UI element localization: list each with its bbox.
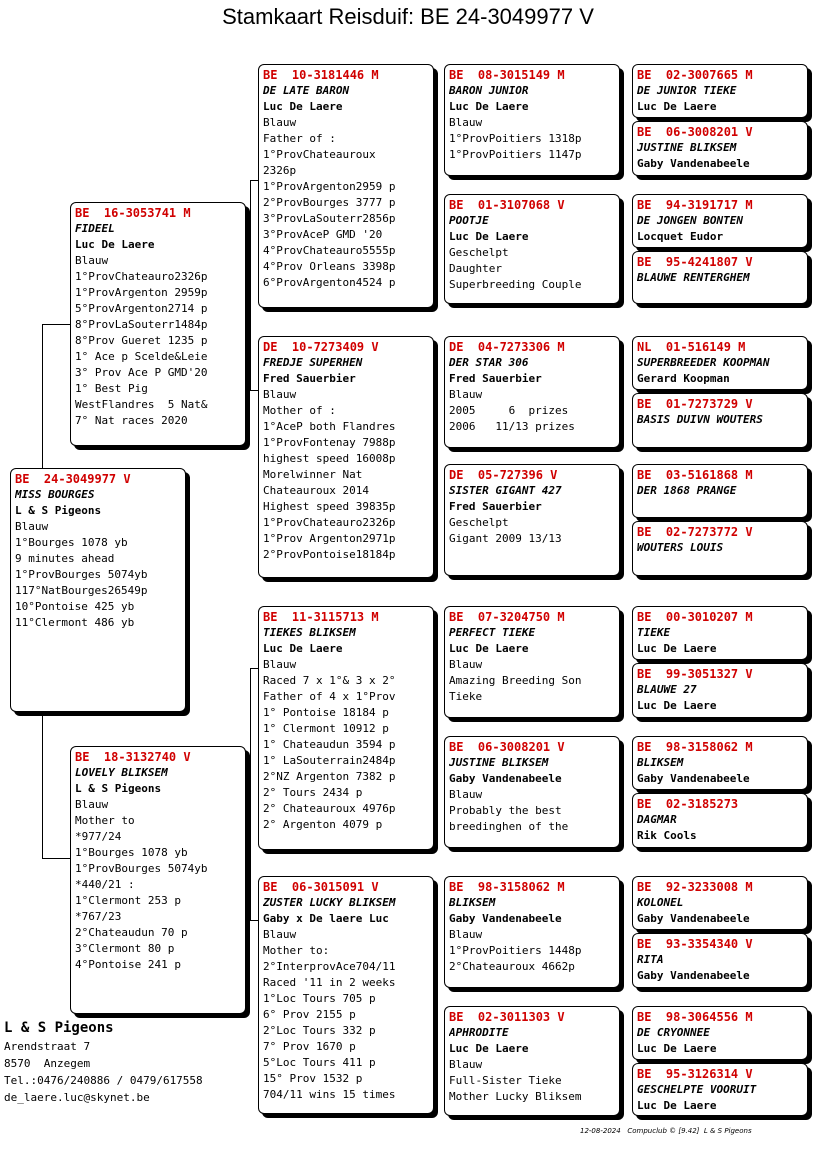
ring-number: BE 03-5161868 M	[637, 468, 753, 482]
pigeon-name: BLAUWE 27	[637, 683, 697, 696]
pigeon-card[interactable]	[258, 336, 434, 578]
pigeon-info: Probably the best	[449, 804, 562, 817]
pigeon-info: 5°ProvArgenton2714 p	[75, 302, 208, 315]
pigeon-info: Blauw	[449, 1058, 483, 1071]
pigeon-owner: Gaby Vandenabeele	[637, 912, 750, 925]
pigeon-info: Geschelpt	[449, 246, 509, 259]
connector	[42, 858, 70, 859]
pigeon-owner: Luc De Laere	[449, 230, 529, 243]
ring-number: BE 06-3015091 V	[263, 880, 379, 894]
pigeon-name: SUPERBREEDER KOOPMAN	[637, 356, 770, 369]
pigeon-info: Blauw	[263, 658, 297, 671]
pigeon-card[interactable]	[70, 202, 246, 446]
pigeon-info: 7° Prov 1670 p	[263, 1040, 356, 1053]
ring-number: BE 98-3158062 M	[637, 740, 753, 754]
pigeon-name: DE CRYONNEE	[637, 1026, 710, 1039]
ring-number: BE 24-3049977 V	[15, 472, 131, 486]
pigeon-name: DE JUNIOR TIEKE	[637, 84, 737, 97]
pigeon-info: Blauw	[263, 116, 297, 129]
pigeon-info: 2006 11/13 prizes	[449, 420, 575, 433]
pigeon-info: Blauw	[263, 388, 297, 401]
pigeon-info: 8°Prov Gueret 1235 p	[75, 334, 208, 347]
pigeon-info: 1°ProvChateauroux	[263, 148, 376, 161]
pigeon-card[interactable]	[10, 468, 186, 712]
ring-number: BE 95-4241807 V	[637, 255, 753, 269]
connector	[250, 180, 258, 181]
pigeon-info: Daughter	[449, 262, 502, 275]
pigeon-info: *767/23	[75, 910, 122, 923]
pigeon-info: 1°AceP both Flandres	[263, 420, 396, 433]
ring-number: BE 02-3007665 M	[637, 68, 753, 82]
pigeon-info: 2°InterprovAce704/11	[263, 960, 396, 973]
pigeon-owner: Luc De Laere	[637, 100, 717, 113]
pigeon-info: 1°Bourges 1078 yb	[15, 536, 128, 549]
pigeon-name: JUSTINE BLIKSEM	[637, 141, 737, 154]
pigeon-name: WOUTERS LOUIS	[637, 541, 724, 554]
pigeon-info: Mother Lucky Bliksem	[449, 1090, 582, 1103]
pigeon-card[interactable]	[258, 64, 434, 308]
ring-number: BE 92-3233008 M	[637, 880, 753, 894]
pigeon-owner: Luc De Laere	[75, 238, 155, 251]
pigeon-card[interactable]	[632, 121, 808, 176]
ring-number: BE 11-3115713 M	[263, 610, 379, 624]
pigeon-name: DE LATE BARON	[263, 84, 350, 97]
pigeon-info: Blauw	[449, 928, 483, 941]
pigeon-owner: L & S Pigeons	[15, 504, 102, 517]
ring-number: BE 06-3008201 V	[637, 125, 753, 139]
pigeon-card[interactable]	[632, 876, 808, 930]
pigeon-info: 4°Pontoise 241 p	[75, 958, 181, 971]
pigeon-info: 704/11 wins 15 times	[263, 1088, 396, 1101]
ring-number: BE 07-3204750 M	[449, 610, 565, 624]
pigeon-card[interactable]	[444, 1006, 620, 1116]
connector	[42, 712, 43, 858]
pigeon-info: Amazing Breeding Son	[449, 674, 582, 687]
pigeon-owner: L & S Pigeons	[75, 782, 162, 795]
ring-number: BE 10-3181446 M	[263, 68, 379, 82]
connector	[250, 668, 258, 669]
pigeon-info: Blauw	[449, 388, 483, 401]
connector	[250, 668, 251, 920]
pigeon-info: WestFlandres 5 Nat&	[75, 398, 208, 411]
pigeon-owner: Fred Sauerbier	[449, 372, 542, 385]
page-title: Stamkaart Reisduif: BE 24-3049977 V	[222, 4, 594, 29]
connector	[250, 390, 258, 391]
pigeon-info: 1° Best Pig	[75, 382, 148, 395]
ring-number: BE 01-3107068 V	[449, 198, 565, 212]
pigeon-info: Tieke	[449, 690, 483, 703]
pigeon-owner: Luc De Laere	[263, 100, 343, 113]
ring-number: BE 18-3132740 V	[75, 750, 191, 764]
pigeon-info: 2° Chateauroux 4976p	[263, 802, 396, 815]
pigeon-info: 2°NZ Argenton 7382 p	[263, 770, 396, 783]
pigeon-name: BARON JUNIOR	[449, 84, 529, 97]
pigeon-name: GESCHELPTE VOORUIT	[637, 1083, 757, 1096]
owner-contact	[4, 1018, 203, 1106]
pigeon-info: Mother of :	[263, 404, 336, 417]
pigeon-name: SISTER GIGANT 427	[449, 484, 562, 497]
pigeon-name: DAGMAR	[637, 813, 677, 826]
pigeon-info: *440/21 :	[75, 878, 135, 891]
pigeon-card[interactable]	[632, 464, 808, 518]
pigeon-info: Gigant 2009 13/13	[449, 532, 562, 545]
pigeon-card[interactable]	[632, 736, 808, 790]
pigeon-info: Chateauroux 2014	[263, 484, 369, 497]
pigeon-name: BLAUWE RENTERGHEM	[637, 271, 750, 284]
pigeon-info: 8°ProvLaSouterr1484p	[75, 318, 208, 331]
pigeon-info: 9 minutes ahead	[15, 552, 115, 565]
pigeon-card[interactable]	[632, 393, 808, 448]
pigeon-name: BLIKSEM	[637, 756, 684, 769]
pigeon-name: FIDEEL	[75, 222, 115, 235]
pigeon-name: FREDJE SUPERHEN	[263, 356, 363, 369]
pigeon-info: Morelwinner Nat	[263, 468, 363, 481]
pigeon-card[interactable]	[444, 336, 620, 448]
pigeon-name: RITA	[637, 953, 664, 966]
pigeon-info: breedinghen of the	[449, 820, 569, 833]
ring-number: BE 95-3126314 V	[637, 1067, 753, 1081]
pigeon-owner: Luc De Laere	[263, 642, 343, 655]
owner-street: Arendstraat 7	[4, 1040, 91, 1053]
pigeon-owner: Gaby Vandenabeele	[637, 969, 750, 982]
owner-city: 8570 Anzegem	[4, 1057, 91, 1070]
pigeon-info: 1°ProvArgenton2959 p	[263, 180, 396, 193]
footer-credit: 12-08-2024 Compuclub © [9.42] L & S Pigeons	[580, 1127, 752, 1135]
owner-phone: Tel.:0476/240886 / 0479/617558	[4, 1074, 203, 1087]
ring-number: BE 94-3191717 M	[637, 198, 753, 212]
pigeon-info: Mother to	[75, 814, 135, 827]
pigeon-info: 2° Argenton 4079 p	[263, 818, 383, 831]
ring-number: DE 10-7273409 V	[263, 340, 379, 354]
pigeon-owner: Gaby Vandenabeele	[637, 772, 750, 785]
ring-number: BE 16-3053741 M	[75, 206, 191, 220]
pigeon-info: Full-Sister Tieke	[449, 1074, 562, 1087]
pigeon-info: 1° Ace p Scelde&Leie	[75, 350, 208, 363]
pigeon-owner: Luc De Laere	[637, 1099, 717, 1112]
pigeon-info: Blauw	[75, 254, 109, 267]
ring-number: BE 93-3354340 V	[637, 937, 753, 951]
pigeon-name: POOTJE	[449, 214, 489, 227]
pigeon-name: DE JONGEN BONTEN	[637, 214, 743, 227]
pigeon-name: LOVELY BLIKSEM	[75, 766, 168, 779]
pigeon-owner: Locquet Eudor	[637, 230, 724, 243]
pigeon-owner: Rik Cools	[637, 829, 697, 842]
pigeon-card[interactable]	[444, 194, 620, 304]
pigeon-owner: Gaby Vandenabeele	[449, 912, 562, 925]
pigeon-info: 6°ProvArgenton4524 p	[263, 276, 396, 289]
pigeon-info: 5°Loc Tours 411 p	[263, 1056, 376, 1069]
pigeon-owner: Fred Sauerbier	[449, 500, 542, 513]
pigeon-owner: Luc De Laere	[637, 642, 717, 655]
pigeon-name: TIEKE	[637, 626, 671, 639]
pigeon-info: 10°Pontoise 425 yb	[15, 600, 135, 613]
pigeon-info: 1°ProvBourges 5074yb	[75, 862, 208, 875]
pigeon-info: Father of 4 x 1°Prov	[263, 690, 396, 703]
ring-number: BE 08-3015149 M	[449, 68, 565, 82]
pigeon-owner: Luc De Laere	[637, 1042, 717, 1055]
pigeon-info: Blauw	[75, 798, 109, 811]
pigeon-info: Superbreeding Couple	[449, 278, 582, 291]
pigeon-info: 4°ProvChateauro5555p	[263, 244, 396, 257]
connector	[42, 324, 43, 468]
pigeon-card[interactable]	[632, 1006, 808, 1060]
pigeon-info: 7° Nat races 2020	[75, 414, 188, 427]
pigeon-owner: Gerard Koopman	[637, 372, 730, 385]
pigeon-owner: Luc De Laere	[637, 699, 717, 712]
pigeon-info: 1°Loc Tours 705 p	[263, 992, 376, 1005]
pigeon-info: 1° Chateaudun 3594 p	[263, 738, 396, 751]
pigeon-info: Father of :	[263, 132, 336, 145]
pigeon-info: Blauw	[15, 520, 49, 533]
pigeon-info: Blauw	[263, 928, 297, 941]
pigeon-info: Blauw	[449, 788, 483, 801]
pigeon-card[interactable]	[632, 663, 808, 718]
pigeon-owner: Gaby Vandenabeele	[449, 772, 562, 785]
pigeon-info: 1°ProvPoitiers 1147p	[449, 148, 582, 161]
pigeon-name: ZUSTER LUCKY BLIKSEM	[263, 896, 396, 909]
pigeon-card[interactable]	[632, 521, 808, 576]
pigeon-info: 2°Chateaudun 70 p	[75, 926, 188, 939]
pigeon-card[interactable]	[444, 736, 620, 848]
pigeon-info: Highest speed 39835p	[263, 500, 396, 513]
ring-number: BE 02-7273772 V	[637, 525, 753, 539]
pigeon-info: 1°ProvBourges 5074yb	[15, 568, 148, 581]
pigeon-info: Blauw	[449, 116, 483, 129]
pigeon-info: 2° Tours 2434 p	[263, 786, 363, 799]
pigeon-info: 6° Prov 2155 p	[263, 1008, 356, 1021]
pigeon-name: TIEKES BLIKSEM	[263, 626, 356, 639]
pigeon-name: KOLONEL	[637, 896, 684, 909]
ring-number: BE 02-3185273	[637, 797, 739, 811]
pigeon-owner: Luc De Laere	[449, 1042, 529, 1055]
pigeon-owner: Luc De Laere	[449, 100, 529, 113]
pigeon-name: DER STAR 306	[449, 356, 529, 369]
pigeon-info: Raced '11 in 2 weeks	[263, 976, 396, 989]
pigeon-name: MISS BOURGES	[15, 488, 95, 501]
pigeon-name: PERFECT TIEKE	[449, 626, 536, 639]
ring-number: BE 06-3008201 V	[449, 740, 565, 754]
owner-email[interactable]: de_laere.luc@skynet.be	[4, 1091, 150, 1104]
pigeon-card[interactable]	[444, 606, 620, 718]
pigeon-info: 2°ProvPontoise18184p	[263, 548, 396, 561]
ring-number: BE 99-3051327 V	[637, 667, 753, 681]
ring-number: BE 00-3010207 M	[637, 610, 753, 624]
connector	[42, 324, 70, 325]
pigeon-info: Geschelpt	[449, 516, 509, 529]
pigeon-info: 4°Prov Orleans 3398p	[263, 260, 396, 273]
pigeon-info: Mother to:	[263, 944, 330, 957]
pigeon-info: 2°Loc Tours 332 p	[263, 1024, 376, 1037]
pigeon-card[interactable]	[632, 793, 808, 848]
connector	[250, 920, 258, 921]
pigeon-name: APHRODITE	[449, 1026, 509, 1039]
pigeon-owner: Gaby x De laere Luc	[263, 912, 389, 925]
pigeon-info: 2326p	[263, 164, 297, 177]
connector	[250, 180, 251, 390]
pigeon-card[interactable]	[258, 876, 434, 1114]
pigeon-info: 11°Clermont 486 yb	[15, 616, 135, 629]
pigeon-card[interactable]	[632, 194, 808, 248]
pigeon-card[interactable]	[632, 933, 808, 988]
ring-number: NL 01-516149 M	[637, 340, 746, 354]
pigeon-card[interactable]	[444, 876, 620, 988]
pigeon-info: *977/24	[75, 830, 122, 843]
ring-number: DE 05-727396 V	[449, 468, 558, 482]
pigeon-card[interactable]	[444, 64, 620, 176]
pigeon-name: BASIS DUIVN WOUTERS	[637, 413, 763, 426]
ring-number: BE 98-3158062 M	[449, 880, 565, 894]
pigeon-info: 1°Clermont 253 p	[75, 894, 181, 907]
pigeon-name: JUSTINE BLIKSEM	[449, 756, 549, 769]
pigeon-info: 3°Clermont 80 p	[75, 942, 175, 955]
pigeon-info: 1°Prov Argenton2971p	[263, 532, 396, 545]
pigeon-info: highest speed 16008p	[263, 452, 396, 465]
pigeon-owner: Fred Sauerbier	[263, 372, 356, 385]
pigeon-name: DER 1868 PRANGE	[637, 484, 737, 497]
pigeon-info: 3°ProvAceP GMD '20	[263, 228, 383, 241]
pigeon-owner: Gaby Vandenabeele	[637, 157, 750, 170]
pigeon-info: Blauw	[449, 658, 483, 671]
pigeon-card[interactable]	[632, 606, 808, 660]
pigeon-info: 1° Pontoise 18184 p	[263, 706, 389, 719]
pigeon-info: 2005 6 prizes	[449, 404, 569, 417]
pigeon-info: 1°ProvPoitiers 1318p	[449, 132, 582, 145]
pigeon-info: 117°NatBourges26549p	[15, 584, 148, 597]
ring-number: BE 01-7273729 V	[637, 397, 753, 411]
pigeon-info: 1°ProvChateauro2326p	[263, 516, 396, 529]
pigeon-card[interactable]	[70, 746, 246, 1014]
pigeon-info: 1°ProvFontenay 7988p	[263, 436, 396, 449]
pigeon-name: BLIKSEM	[449, 896, 496, 909]
pigeon-card[interactable]	[258, 606, 434, 850]
pigeon-info: 15° Prov 1532 p	[263, 1072, 363, 1085]
pigeon-info: 1°ProvArgenton 2959p	[75, 286, 208, 299]
pigeon-info: Raced 7 x 1°& 3 x 2°	[263, 674, 396, 687]
pigeon-card[interactable]	[444, 464, 620, 576]
pigeon-info: 1°ProvPoitiers 1448p	[449, 944, 582, 957]
pigeon-card[interactable]	[632, 64, 808, 118]
ring-number: DE 04-7273306 M	[449, 340, 565, 354]
pigeon-card[interactable]	[632, 1063, 808, 1116]
pigeon-info: 2°Chateauroux 4662p	[449, 960, 575, 973]
pigeon-card[interactable]	[632, 251, 808, 304]
pigeon-info: 2°ProvBourges 3777 p	[263, 196, 396, 209]
ring-number: BE 02-3011303 V	[449, 1010, 565, 1024]
pigeon-info: 3° Prov Ace P GMD'20	[75, 366, 208, 379]
owner-name: L & S Pigeons	[4, 1020, 114, 1036]
pigeon-info: 1° Clermont 10912 p	[263, 722, 389, 735]
ring-number: BE 98-3064556 M	[637, 1010, 753, 1024]
pigeon-card[interactable]	[632, 336, 808, 390]
pigeon-info: 3°ProvLaSouterr2856p	[263, 212, 396, 225]
pigeon-info: 1°Bourges 1078 yb	[75, 846, 188, 859]
pigeon-info: 1° LaSouterrain2484p	[263, 754, 396, 767]
pigeon-info: 1°ProvChateauro2326p	[75, 270, 208, 283]
pigeon-owner: Luc De Laere	[449, 642, 529, 655]
